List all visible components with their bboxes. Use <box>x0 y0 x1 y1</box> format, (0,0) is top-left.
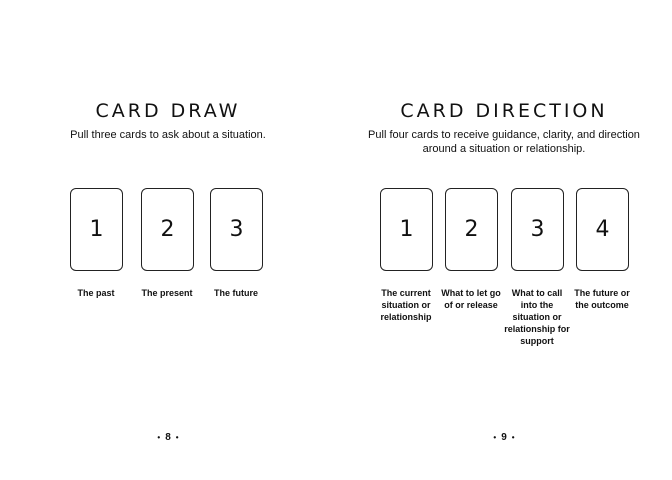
card-label-3: What to call into the situation or relationship for support <box>504 288 570 346</box>
bullet: • <box>511 433 515 442</box>
card-label-1: The past <box>77 288 115 298</box>
card-2: 2 <box>445 188 498 271</box>
page-subtitle: Pull three cards to ask about a situation. <box>70 129 266 141</box>
page-title: CARD DIRECTION <box>400 100 608 122</box>
card-4: 4 <box>576 188 629 271</box>
card-label-1: The current situation or relationship <box>380 288 432 322</box>
card-label-3: The future <box>214 288 258 298</box>
page-subtitle: Pull four cards to receive guidance, clarity, and direction around a situation or relationship. <box>368 129 640 155</box>
card-3: 3 <box>210 188 263 271</box>
card-label-2: The present <box>141 288 193 298</box>
page-title: CARD DRAW <box>95 100 241 122</box>
card-2: 2 <box>141 188 194 271</box>
card-3: 3 <box>511 188 564 271</box>
page-number <box>336 432 672 443</box>
bullet: • <box>493 433 497 442</box>
page-number-value: 8 <box>165 432 171 443</box>
bullet: • <box>157 433 161 442</box>
page-number <box>0 432 336 443</box>
card-label-4: The future or the outcome <box>574 288 630 310</box>
bullet: • <box>175 433 179 442</box>
card-1: 1 <box>380 188 433 271</box>
page-number-value: 9 <box>501 432 507 443</box>
right-page <box>336 0 672 480</box>
card-label-2: What to let go of or release <box>441 288 501 310</box>
card-1: 1 <box>70 188 123 271</box>
